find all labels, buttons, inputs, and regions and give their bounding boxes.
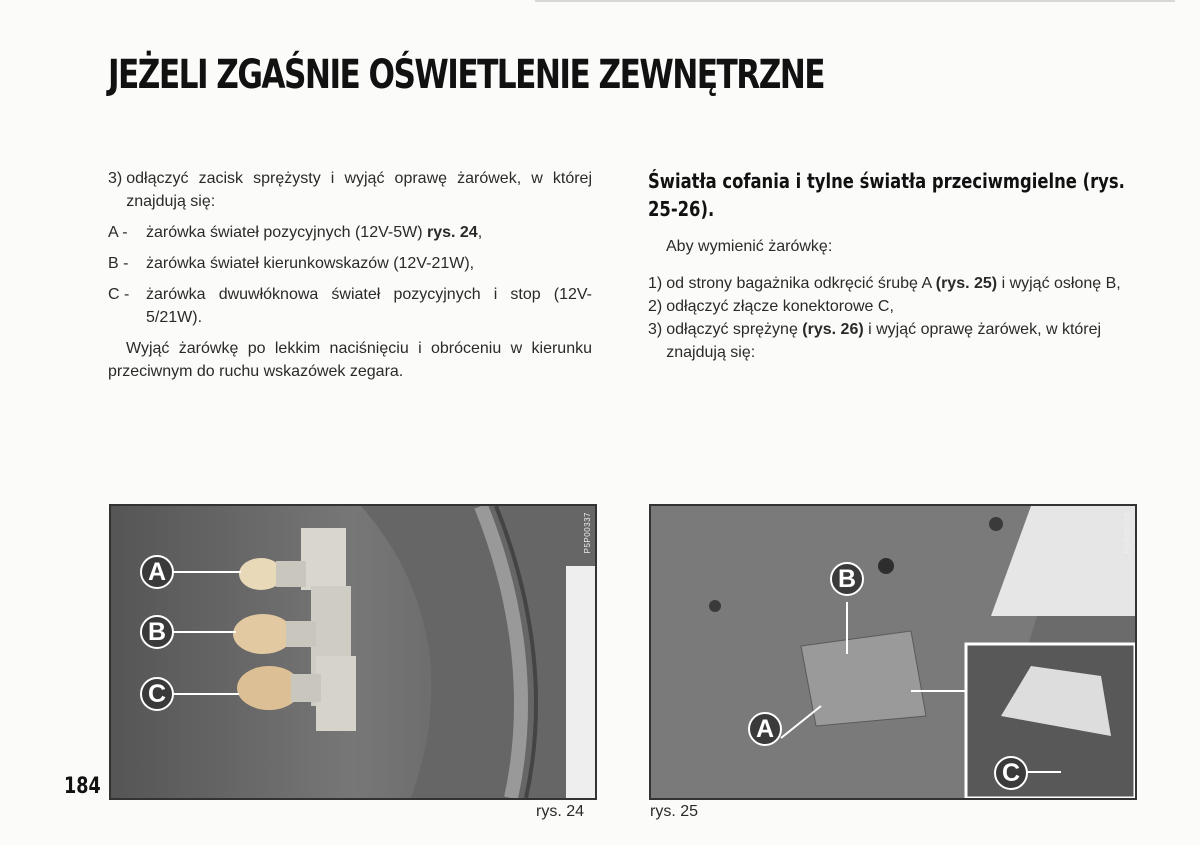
item-letter: C - — [108, 286, 130, 303]
figure-rys-25 — [649, 504, 1137, 800]
page-number: 184 — [64, 774, 101, 799]
callout-c: C — [140, 677, 174, 711]
right-column — [648, 167, 1132, 364]
left-column — [108, 167, 592, 383]
callout-c: C — [994, 756, 1028, 790]
step-number: 3) — [648, 321, 663, 338]
list-item-step-2 — [648, 295, 1132, 318]
bulb-item-b — [108, 252, 592, 275]
step-number: 1) — [648, 275, 663, 292]
figure-caption-25: rys. 25 — [650, 803, 699, 820]
callout-a: A — [748, 712, 782, 746]
intro-text: Aby wymienić żarówkę: — [666, 238, 833, 255]
list-item-step-3 — [648, 318, 1132, 364]
page-title: JEŻELI ZGAŚNIE OŚWIETLENIE ZEWNĘTRZNE — [108, 52, 825, 98]
step-text: odłączyć sprężynę (rys. 26) i wyjąć oprawę żarówek, w której znajdują się: — [666, 321, 1102, 361]
figure-reference: rys. 24 — [426, 224, 478, 241]
item-letter: B - — [108, 255, 129, 272]
top-rule — [535, 0, 1175, 2]
figure-rys-24 — [109, 504, 597, 800]
step-text: odłączyć zacisk sprężysty i wyjąć oprawę żarówek, w której znajdują się: — [126, 170, 592, 210]
instruction-paragraph: Wyjąć żarówkę po lekkim naciśnięciu i obróceniu w kierunku przeciwnym do ruchu wskazówek zegara. — [108, 340, 592, 380]
step-text: od strony bagażnika odkręcić śrubę A (rys. 25) i wyjąć osłonę B, — [666, 275, 1121, 292]
figure-caption-24: rys. 24 — [536, 803, 585, 820]
bulb-item-c — [108, 283, 592, 329]
step-number: 3) — [108, 170, 123, 187]
callout-b: B — [830, 562, 864, 596]
section-heading: Światła cofania i tylne światła przeciwmgielne (rys. 25-26). — [648, 169, 1125, 221]
list-item-step-3 — [108, 167, 592, 213]
figure-reference: (rys. 25) — [935, 275, 998, 292]
callout-b: B — [140, 615, 174, 649]
list-item-step-1 — [648, 272, 1132, 295]
step-number: 2) — [648, 298, 663, 315]
step-text: odłączyć złącze konektorowe C, — [666, 298, 894, 315]
trunk-panel-photo — [651, 506, 1135, 798]
bulb-holder-photo — [111, 506, 595, 798]
item-text: żarówka świateł pozycyjnych (12V-5W) rys. 24, — [146, 224, 483, 241]
item-text: żarówka dwuwłóknowa świateł pozycyjnych i stop (12V-5/21W). — [146, 286, 592, 326]
callout-a: A — [140, 555, 174, 589]
figure-reference: (rys. 26) — [802, 321, 864, 338]
bulb-item-a — [108, 221, 592, 244]
figure-code: P5P00337 — [583, 512, 592, 554]
figure-code: P5P00348 — [1123, 512, 1132, 554]
item-text: żarówka świateł kierunkowskazów (12V-21W), — [146, 255, 475, 272]
item-letter: A - — [108, 224, 128, 241]
